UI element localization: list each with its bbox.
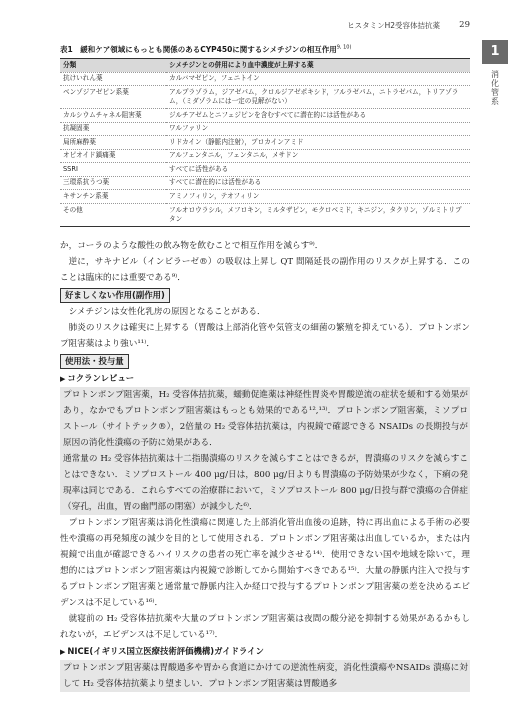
table-row: [60, 176, 470, 190]
table-cell-class: 局所麻酔薬: [60, 136, 166, 150]
paragraph: 逆に，サキナビル（インビラーゼ®）の吸収は上昇し QT 間隔延長の副作用のリスクが上昇する．このことは臨床的には重要である⁹⁾．: [60, 257, 470, 283]
subheading-nice: [60, 643, 470, 660]
table-header-drugs: シメチジンとの併用により血中濃度が上昇する薬: [166, 59, 470, 73]
body-text: [60, 238, 470, 692]
page-number: 29: [459, 20, 470, 30]
table-cell-drugs: すべてに潜在的には活性がある: [166, 176, 470, 190]
table-cell-drugs: アルプラゾラム，ジアゼパム，クロルジアゼポキシド，フルラゼパム，ニトラゼパム，トリアゾラム，（ミダゾラムには一定の見解がない）: [166, 86, 470, 109]
table-caption: [60, 44, 470, 55]
table-row: [60, 122, 470, 136]
table-caption-ref: 9, 10): [336, 44, 352, 51]
table-row: [60, 163, 470, 177]
section-heading-usage: 使用法・投与量: [60, 354, 129, 369]
table-cell-class: その他: [60, 204, 166, 227]
table-cell-class: ベンゾジアゼピン系薬: [60, 86, 166, 109]
table-cell-class: 抗凝固薬: [60, 122, 166, 136]
triangle-bullet-icon: ▶: [60, 375, 66, 383]
section-heading-adverse-effects: 好ましくない作用(副作用): [60, 288, 170, 303]
table-cell-drugs: フルオロウラシル，メフロキン，ミルタザピン，モクロベミド，キニジン，タクリン，ゾルミトリプタン: [166, 204, 470, 227]
table-header-row: [60, 59, 470, 73]
table-cell-class: カルシウムチャネル阻害薬: [60, 109, 166, 123]
table-cell-class: 三環系抗うつ薬: [60, 176, 166, 190]
table-row: [60, 109, 470, 123]
table-cell-class: SSRI: [60, 163, 166, 177]
chapter-label: 消化管系: [490, 70, 500, 106]
table-cell-drugs: アミノフィリン，テオフィリン: [166, 190, 470, 204]
table-caption-text: 表1 緩和ケア領域にもっとも関係のあるCYP450に関するシメチジンの相互作用: [60, 45, 337, 54]
table-row: [60, 190, 470, 204]
paragraph: か，コーラのような酸性の飲み物を飲むことで相互作用を減らす⁹⁾．: [60, 241, 324, 251]
table-cell-drugs: カルバマゼピン，フェニトイン: [166, 72, 470, 86]
chapter-tab: [482, 40, 508, 106]
table-cell-drugs: リドカイン（静脈内注射），プロカインアミド: [166, 136, 470, 150]
running-title: ヒスタミンH2受容体拮抗薬: [347, 21, 440, 30]
table-cell-drugs: ワルファリン: [166, 122, 470, 136]
table-cell-class: キサンチン系薬: [60, 190, 166, 204]
subheading-nice-text: NICE(イギリス国立医療技術評価機構)ガイドライン: [67, 646, 264, 656]
subheading-cochrane: [60, 370, 470, 387]
paragraph: シメチジンは女性化乳房の原因となることがある．: [68, 307, 266, 317]
table-cell-class: オピオイド鎮痛薬: [60, 149, 166, 163]
chapter-number: 1: [482, 40, 508, 64]
table-row: [60, 86, 470, 109]
table-row: [60, 204, 470, 227]
paragraph: プロトンポンプ阻害薬は消化性潰瘍に関連した上部消化管出血後の追跡，特に再出血による手術の必要性や潰瘍の再発頻度の減少を目的として使用される．プロトンポンプ阻害薬は出血しているか，または内視鏡で出血が確認できるハイリスクの患者の死亡率を減少させる¹⁴⁾．使用できない国や地域を除いて，理想的にはプロトンポンプ阻害薬は内視鏡で診断してから開始すべきである¹⁵⁾．大量の静脈内注入で投与するプロトンポンプ阻害薬と通常量で静脈内注入か経口で投与するプロトンポンプ阻害薬の差を決めるエビデンスは不足している¹⁶⁾．: [60, 518, 470, 608]
table-cell-class: 抗けいれん薬: [60, 72, 166, 86]
highlighted-paragraph: プロトンポンプ阻害薬，H₂ 受容体拮抗薬，蠕動促進薬は神経性胃炎や胃酸逆流の症状を緩和する効果があり，なかでもプロトンポンプ阻害薬はもっとも効果的である¹²,¹³⁾．プロトンポンプ阻害薬，ミソプロストール（サイトテック®），2倍量の H₂ 受容体拮抗薬は，内視鏡で確認できる NSAIDs の長期投与が原因の消化性潰瘍の予防に効果がある．: [60, 387, 470, 451]
table-row: [60, 72, 470, 86]
paragraph: 就寝前の H₂ 受容体拮抗薬や大量のプロトンポンプ阻害薬は夜間の酸分泌を抑制する効果があるかもしれないが，エビデンスは不足している¹⁷⁾．: [60, 614, 470, 640]
table-cell-drugs: ジルチアゼムとニフェジピンを含むすべてに潜在的には活性がある: [166, 109, 470, 123]
paragraph: 肺炎のリスクは確実に上昇する（胃酸は上部消化管や気管支の細菌の繁殖を抑えている）．プロトンポンプ阻害薬はより強い¹¹⁾．: [60, 323, 470, 349]
table-cell-drugs: アルフェンタニル，フェンタニル，メサドン: [166, 149, 470, 163]
table-cell-drugs: すべてに活性がある: [166, 163, 470, 177]
subheading-cochrane-text: コクランレビュー: [67, 373, 135, 383]
highlighted-paragraph: プロトンポンプ阻害薬は胃酸過多や胃から食道にかけての逆流性病変，消化性潰瘍やNSAIDs 潰瘍に対して H₂ 受容体拮抗薬より望ましい．プロトンポンプ阻害薬は胃酸過多: [60, 660, 470, 692]
triangle-bullet-icon: ▶: [60, 648, 66, 656]
interaction-table: [60, 58, 470, 227]
table-header-class: 分類: [60, 59, 166, 73]
highlighted-paragraph: 通常量の H₂ 受容体拮抗薬は十二指腸潰瘍のリスクを減らすことはできるが，胃潰瘍のリスクを減らすことはできない．ミソプロストール 400 μg/日は，800 μg/日よりも胃潰瘍の予防効果が少なく，下痢の発現率は同じである．これらすべての治療群において，ミソプロストール 800 μg/日投与群で潰瘍の合併症（穿孔，出血，胃の幽門部の閉塞）が減少した⁶⁾．: [60, 451, 470, 515]
table-row: [60, 149, 470, 163]
table-row: [60, 136, 470, 150]
